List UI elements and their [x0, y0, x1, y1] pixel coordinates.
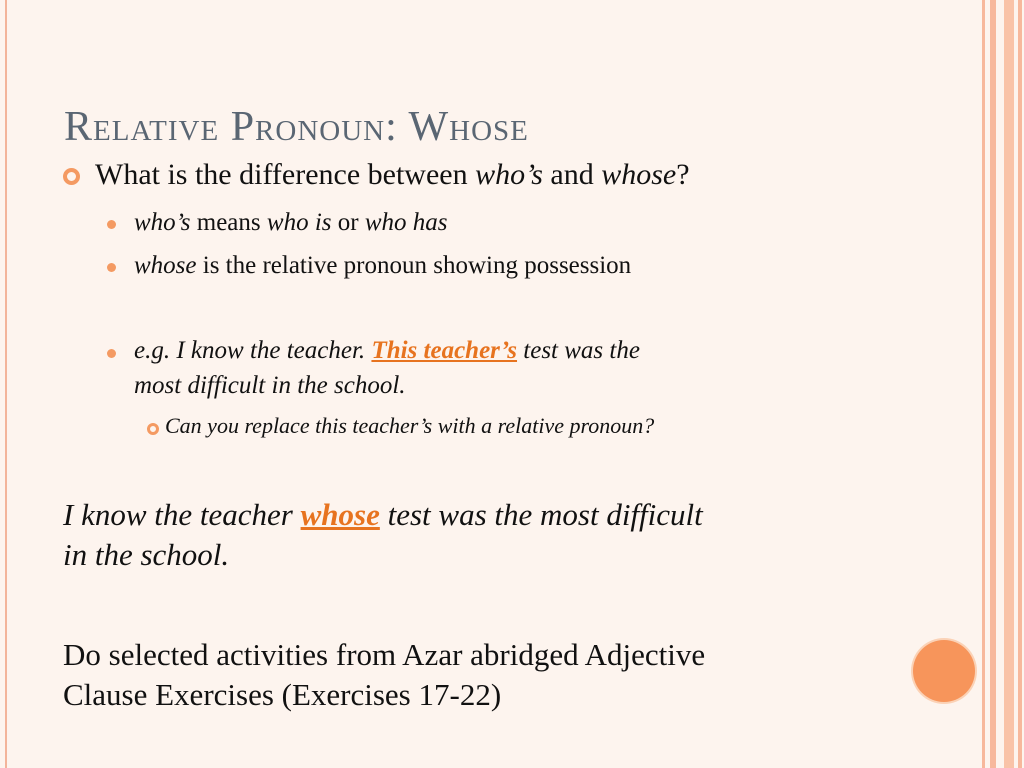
s1-whos: who’s — [134, 209, 191, 236]
left-decor-stripe — [5, 0, 7, 768]
right-decor-stripes — [980, 0, 1024, 768]
s2-text: is the relative pronoun showing possession — [196, 252, 632, 279]
s1-whohas: who has — [364, 209, 448, 236]
ans-end: test was the most difficult — [379, 497, 703, 532]
question-line — [95, 158, 690, 192]
q-whos: who’s — [475, 158, 543, 191]
q-whose: whose — [601, 158, 677, 191]
s2-whose: whose — [134, 252, 197, 279]
eg-mid: test was the — [517, 337, 640, 364]
eg-start: e.g. I know the teacher. — [134, 337, 372, 364]
bullet-ring-icon — [147, 423, 159, 435]
q-text: What is the difference between — [95, 158, 476, 191]
s1-or: or — [331, 209, 365, 236]
example-line-2: most difficult in the school. — [134, 372, 406, 399]
bullet-dot-icon — [107, 263, 116, 272]
bullet-dot-icon — [107, 349, 116, 358]
example-line-1 — [134, 337, 640, 365]
answer-line-2: in the school. — [63, 537, 230, 572]
activity-line-2: Clause Exercises (Exercises 17-22) — [63, 677, 502, 712]
decor-circle — [913, 640, 975, 702]
s1-means: means — [190, 209, 267, 236]
bullet-dot-icon — [107, 220, 116, 229]
bullet-ring-icon — [63, 168, 80, 185]
slide-title: Relative Pronoun: Whose — [64, 104, 529, 150]
answer-line-1 — [63, 497, 703, 533]
ans-highlight: whose — [300, 497, 380, 532]
activity-line-1: Do selected activities from Azar abridged Adjective — [63, 637, 706, 672]
whos-definition — [134, 209, 447, 237]
q-and: and — [542, 158, 602, 191]
eg-highlight: This teacher’s — [371, 337, 518, 364]
replace-question: Can you replace this teacher’s with a relative pronoun? — [165, 413, 655, 438]
s1-whois: who is — [266, 209, 332, 236]
q-mark: ? — [676, 158, 690, 191]
whose-definition — [134, 252, 631, 280]
ans-start: I know the teacher — [63, 497, 301, 532]
